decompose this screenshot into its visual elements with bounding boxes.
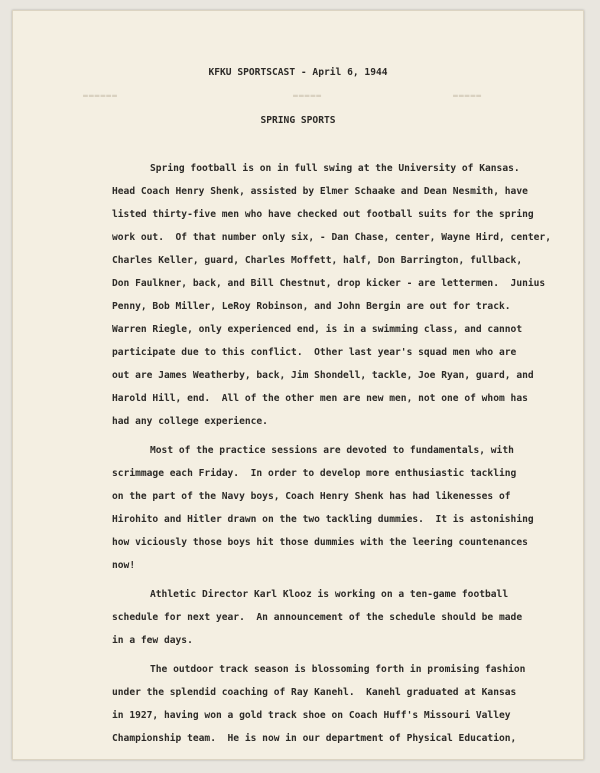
text-line: Spring football is on in full swing at the University of Kansas. [150,163,520,174]
show-through-mark: ▬▬▬▬▬ [453,91,483,100]
text-line: work out. Of that number only six, - Dan Chase, center, Wayne Hird, center, [112,232,551,243]
text-line: Don Faulkner, back, and Bill Chestnut, drop kicker - are lettermen. Junius [112,278,546,289]
show-through-mark: ▬▬▬▬▬▬ [83,91,118,100]
typed-page [12,10,584,760]
section-title: SPRING SPORTS [260,115,336,126]
text-line: schedule for next year. An announcement of the schedule should be made [112,612,523,623]
text-line: Charles Keller, guard, Charles Moffett, half, Don Barrington, fullback, [112,255,523,266]
text-line: had any college experience. [112,416,268,427]
text-line: Hirohito and Hitler drawn on the two tackling dummies. It is astonishing [112,514,534,525]
text-line: Penny, Bob Miller, LeRoy Robinson, and John Bergin are out for track. [112,301,511,312]
document-header: KFKU SPORTSCAST - April 6, 1944 [208,67,388,78]
text-line: under the splendid coaching of Ray Kanehl. Kanehl graduated at Kansas [112,687,517,698]
text-line: listed thirty-five men who have checked out football suits for the spring [112,209,534,220]
text-line: Athletic Director Karl Klooz is working on a ten-game football [150,589,509,600]
text-line: on the part of the Navy boys, Coach Henry Shenk has had likenesses of [112,491,511,502]
text-line: out are James Weatherby, back, Jim Shondell, tackle, Joe Ryan, guard, and [112,370,534,381]
show-through-mark: ▬▬▬▬▬ [293,91,323,100]
text-line: Championship team. He is now in our department of Physical Education, [112,733,517,744]
text-line: participate due to this conflict. Other last year's squad men who are [112,347,517,358]
text-line: in a few days. [112,635,193,646]
text-line: in 1927, having won a gold track shoe on Coach Huff's Missouri Valley [112,710,511,721]
text-line: Most of the practice sessions are devoted to fundamentals, with [150,445,514,456]
text-line: how viciously those boys hit those dummies with the leering countenances [112,537,528,548]
text-line: Harold Hill, end. All of the other men are new men, not one of whom has [112,393,528,404]
text-line: scrimmage each Friday. In order to develop more enthusiastic tackling [112,468,517,479]
text-line: The outdoor track season is blossoming forth in promising fashion [150,664,526,675]
text-line: Head Coach Henry Shenk, assisted by Elmer Schaake and Dean Nesmith, have [112,186,528,197]
text-line: now! [112,560,136,571]
text-line: Warren Riegle, only experienced end, is in a swimming class, and cannot [112,324,523,335]
